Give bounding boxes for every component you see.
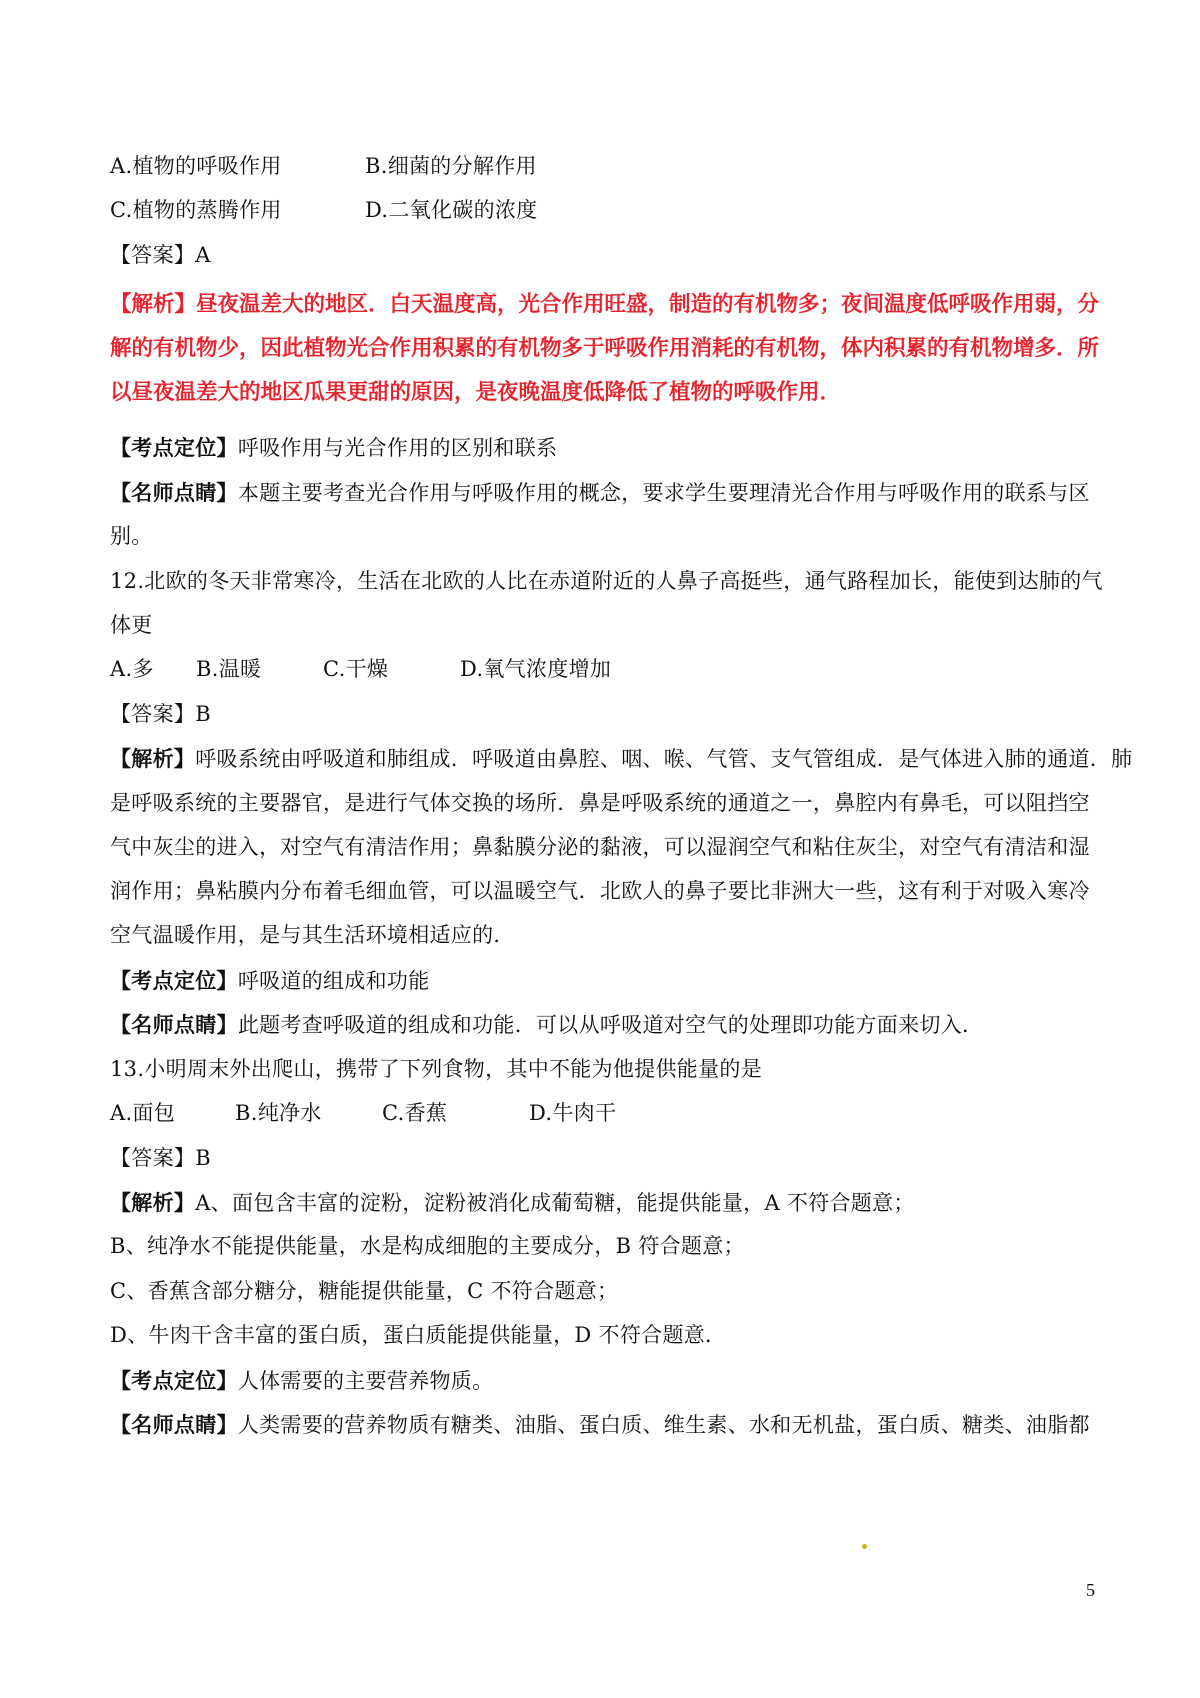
q13-teacher-tip xyxy=(110,1400,1100,1450)
q13-stem: 13.小明周末外出爬山，携带了下列食物，其中不能为他提供能量的是 xyxy=(110,1057,762,1081)
q12-analysis-tag: 【解析】 xyxy=(110,746,196,771)
q11-option-c: C.植物的蒸腾作用 xyxy=(110,198,282,222)
q12-knowledge-point xyxy=(110,956,1100,1006)
q11-answer: 【答案】A xyxy=(110,243,211,267)
q11-kp-text: 呼吸作用与光合作用的区别和联系 xyxy=(237,436,558,460)
q13-knowledge-point xyxy=(110,1356,1100,1406)
q12-tip-tag: 【名师点睛】 xyxy=(110,1012,238,1037)
q11-teacher-tip-line-2: 别。 xyxy=(110,524,153,548)
q13-option-d: D.牛肉干 xyxy=(529,1101,617,1125)
q11-analysis-text-1: 昼夜温差大的地区．白天温度高，光合作用旺盛，制造的有机物多；夜间温度低呼吸作用弱，分 xyxy=(196,292,1100,317)
q12-tip-text: 此题考查呼吸道的组成和功能．可以从呼吸道对空气的处理即功能方面来切入． xyxy=(237,1013,984,1037)
q12-kp-tag: 【考点定位】 xyxy=(110,968,238,993)
q12-option-c: C.干燥 xyxy=(323,657,389,681)
q11-analysis-line-2: 解的有机物少，因此植物光合作用积累的有机物多于呼吸作用消耗的有机物，体内积累的有机物增多．所 xyxy=(110,336,1100,361)
q11-knowledge-point xyxy=(110,423,1100,473)
q11-analysis-tag: 【解析】 xyxy=(110,292,197,317)
q13-analysis-tag: 【解析】 xyxy=(110,1190,196,1215)
q13-option-b: B.纯净水 xyxy=(235,1101,322,1125)
stray-mark xyxy=(862,1544,867,1549)
q12-answer: 【答案】B xyxy=(110,702,211,726)
q13-analysis-line-2: B、纯净水不能提供能量，水是构成细胞的主要成分，B 符合题意； xyxy=(110,1234,745,1258)
q13-analysis-line-1 xyxy=(110,1178,1100,1228)
q11-tip-tag: 【名师点睛】 xyxy=(110,480,238,505)
q13-analysis-line-4: D、牛肉干含丰富的蛋白质，蛋白质能提供能量，D 不符合题意． xyxy=(110,1323,727,1347)
q13-option-a: A.面包 xyxy=(110,1101,176,1125)
q11-option-b: B.细菌的分解作用 xyxy=(365,154,537,178)
q13-analysis-text-1: A、面包含丰富的淀粉，淀粉被消化成葡萄糖，能提供能量，A 不符合题意； xyxy=(195,1191,915,1215)
q12-kp-text: 呼吸道的组成和功能 xyxy=(237,969,430,993)
q11-analysis-line-3: 以昼夜温差大的地区瓜果更甜的原因，是夜晚温度低降低了植物的呼吸作用． xyxy=(110,380,842,405)
q13-tip-text: 人类需要的营养物质有糖类、油脂、蛋白质、维生素、水和无机盐，蛋白质、糖类、油脂都 xyxy=(237,1413,1090,1437)
q13-analysis-line-3: C、香蕉含部分糖分，糖能提供能量，C 不符合题意； xyxy=(110,1279,619,1303)
q13-answer: 【答案】B xyxy=(110,1146,211,1170)
q13-kp-tag: 【考点定位】 xyxy=(110,1368,238,1393)
q12-option-b: B.温暖 xyxy=(196,657,262,681)
q12-analysis-line-2: 是呼吸系统的主要器官，是进行气体交换的场所．鼻是呼吸系统的通道之一，鼻腔内有鼻毛，可以阻挡空 xyxy=(110,791,1090,815)
q13-kp-text: 人体需要的主要营养物质。 xyxy=(237,1369,494,1393)
q12-analysis-text-1: 呼吸系统由呼吸道和肺组成．呼吸道由鼻腔、咽、喉、气管、支气管组成．是气体进入肺的通道．肺 xyxy=(195,747,1133,771)
q12-stem-line-2: 体更 xyxy=(110,613,153,637)
q12-analysis-line-3: 气中灰尘的进入，对空气有清洁作用；鼻黏膜分泌的黏液，可以湿润空气和粘住灰尘，对空气有清洁和湿 xyxy=(110,835,1090,859)
q11-teacher-tip-line-1 xyxy=(110,468,1100,518)
q11-option-d: D.二氧化碳的浓度 xyxy=(365,198,538,222)
q11-tip-text-1: 本题主要考查光合作用与呼吸作用的概念，要求学生要理清光合作用与呼吸作用的联系与区 xyxy=(237,481,1090,505)
q13-tip-tag: 【名师点睛】 xyxy=(110,1412,238,1437)
q11-kp-tag: 【考点定位】 xyxy=(110,435,238,460)
q12-option-d: D.氧气浓度增加 xyxy=(460,657,612,681)
q11-analysis-line-1 xyxy=(110,280,1099,329)
q11-option-a: A.植物的呼吸作用 xyxy=(110,154,282,178)
q12-analysis-line-5: 空气温暖作用，是与其生活环境相适应的． xyxy=(110,923,515,947)
q13-option-c: C.香蕉 xyxy=(382,1101,448,1125)
q12-stem-line-1: 12.北欧的冬天非常寒冷，生活在北欧的人比在赤道附近的人鼻子高挺些，通气路程加长，能使到达肺的气 xyxy=(110,569,1103,593)
page-number: 5 xyxy=(1086,1580,1095,1600)
q12-teacher-tip xyxy=(110,1000,1100,1050)
q12-analysis-line-4: 润作用；鼻粘膜内分布着毛细血管，可以温暖空气．北欧人的鼻子要比非洲大一些，这有利于对吸入寒冷 xyxy=(110,879,1090,903)
q12-analysis-line-1 xyxy=(110,734,1133,784)
q12-option-a: A.多 xyxy=(110,657,154,681)
